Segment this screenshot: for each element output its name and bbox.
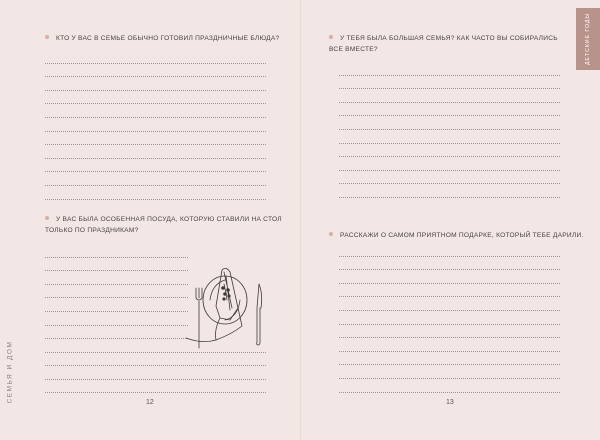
- dotted-answer-line[interactable]: [339, 144, 560, 158]
- dotted-answer-line[interactable]: [339, 352, 560, 366]
- dotted-answer-line[interactable]: [339, 243, 560, 257]
- right-answer-lines-2[interactable]: [339, 243, 560, 393]
- dotted-answer-line[interactable]: [45, 271, 188, 285]
- dotted-answer-line[interactable]: [339, 325, 560, 339]
- bullet-dot-icon: [329, 232, 333, 236]
- dotted-answer-line[interactable]: [45, 186, 266, 200]
- dotted-answer-line[interactable]: [339, 297, 560, 311]
- dotted-answer-line[interactable]: [339, 89, 560, 103]
- dotted-answer-line[interactable]: [45, 91, 266, 105]
- dotted-answer-line[interactable]: [339, 270, 560, 284]
- place-setting-icon: [180, 262, 270, 352]
- dotted-answer-line[interactable]: [45, 132, 266, 146]
- left-question-2: У ВАС БЫЛА ОСОБЕННАЯ ПОСУДА, КОТОРУЮ СТАВИЛИ НА СТОЛ ТОЛЬКО ПО ПРАЗДНИКАМ?: [45, 216, 282, 234]
- dotted-answer-line[interactable]: [45, 64, 266, 78]
- dotted-answer-line[interactable]: [339, 365, 560, 379]
- dotted-answer-line[interactable]: [339, 338, 560, 352]
- dotted-answer-line[interactable]: [339, 284, 560, 298]
- dotted-answer-line[interactable]: [339, 379, 560, 393]
- dotted-answer-line[interactable]: [339, 62, 560, 76]
- right-question-2: РАССКАЖИ О САМОМ ПРИЯТНОМ ПОДАРКЕ, КОТОРЫЙ ТЕБЕ ДАРИЛИ.: [329, 230, 584, 241]
- page-spine: [300, 0, 301, 440]
- dotted-answer-line[interactable]: [339, 116, 560, 130]
- dotted-answer-line[interactable]: [339, 257, 560, 271]
- left-answer-lines-2a[interactable]: [45, 244, 188, 339]
- dotted-answer-line[interactable]: [339, 184, 560, 198]
- dotted-answer-line[interactable]: [339, 76, 560, 90]
- bullet-dot-icon: [45, 35, 49, 39]
- dotted-answer-line[interactable]: [45, 118, 266, 132]
- left-page-number: 12: [146, 399, 154, 406]
- dotted-answer-line[interactable]: [45, 353, 266, 367]
- dotted-answer-line[interactable]: [339, 311, 560, 325]
- section-tab-label: ДЕТСКИЕ ГОДЫ: [585, 12, 591, 66]
- left-question-1: КТО У ВАС В СЕМЬЕ ОБЫЧНО ГОТОВИЛ ПРАЗДНИЧНЫЕ БЛЮДА?: [45, 33, 279, 44]
- dotted-answer-line[interactable]: [45, 312, 188, 326]
- left-answer-lines-1[interactable]: [45, 50, 266, 200]
- dotted-answer-line[interactable]: [339, 171, 560, 185]
- dotted-answer-line[interactable]: [45, 159, 266, 173]
- vertical-footer-label: СЕМЬЯ И ДОМ: [6, 340, 14, 404]
- dotted-answer-line[interactable]: [339, 157, 560, 171]
- dotted-answer-line[interactable]: [45, 258, 188, 272]
- dotted-answer-line[interactable]: [45, 50, 266, 64]
- dotted-answer-line[interactable]: [45, 77, 266, 91]
- dotted-answer-line[interactable]: [45, 380, 266, 394]
- dotted-answer-line[interactable]: [339, 130, 560, 144]
- dotted-answer-line[interactable]: [339, 103, 560, 117]
- bullet-dot-icon: [329, 35, 333, 39]
- right-page-number: 13: [446, 399, 454, 406]
- dotted-answer-line[interactable]: [45, 244, 188, 258]
- dotted-answer-line[interactable]: [45, 298, 188, 312]
- right-question-1: У ТЕБЯ БЫЛА БОЛЬШАЯ СЕМЬЯ? КАК ЧАСТО ВЫ СОБИРАЛИСЬ ВСЕ ВМЕСТЕ?: [329, 35, 558, 53]
- dotted-answer-line[interactable]: [45, 172, 266, 186]
- bullet-dot-icon: [45, 216, 49, 220]
- dotted-answer-line[interactable]: [45, 104, 266, 118]
- right-answer-lines-1[interactable]: [339, 62, 560, 198]
- dotted-answer-line[interactable]: [45, 326, 188, 340]
- dotted-answer-line[interactable]: [45, 366, 266, 380]
- dotted-answer-line[interactable]: [45, 285, 188, 299]
- section-tab[interactable]: [576, 8, 600, 70]
- dotted-answer-line[interactable]: [45, 145, 266, 159]
